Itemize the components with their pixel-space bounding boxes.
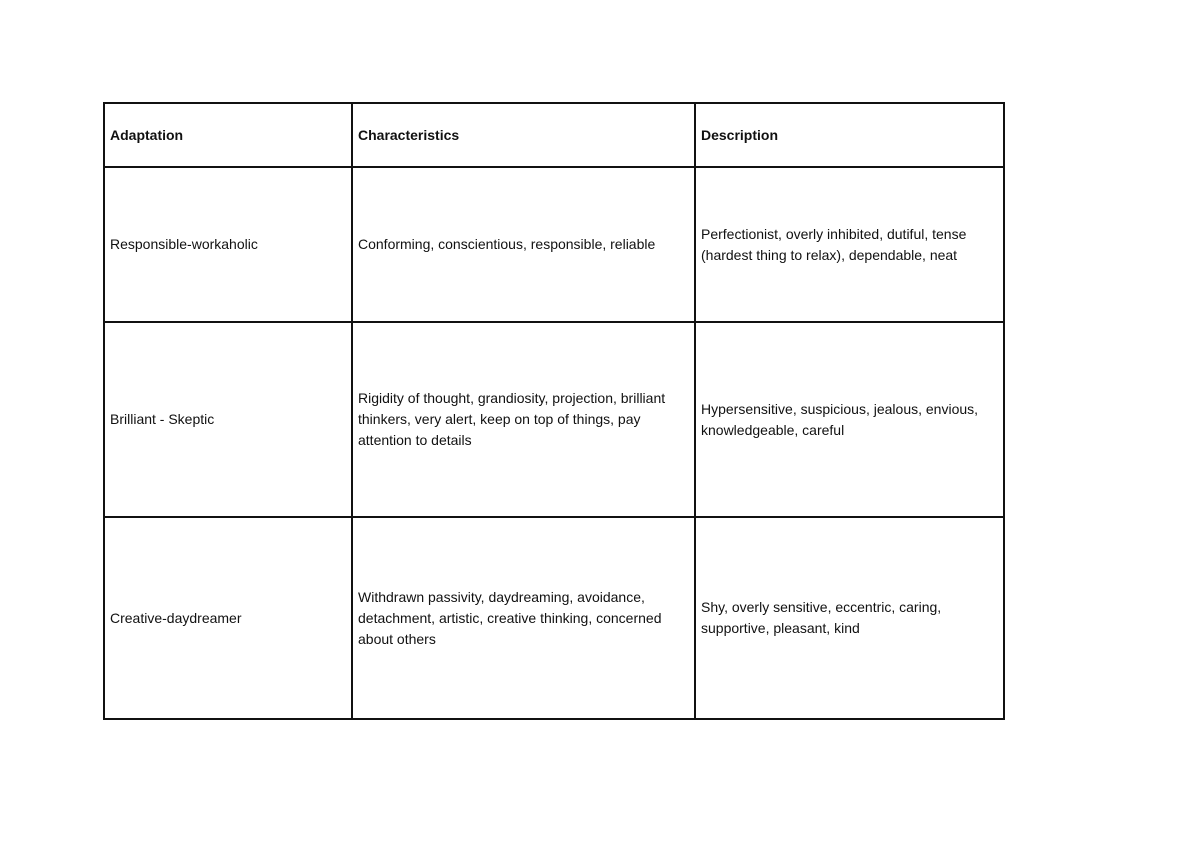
table-header — [104, 103, 1004, 167]
header-adaptation: Adaptation — [104, 103, 352, 167]
table-row — [104, 322, 1004, 517]
adaptations-table — [103, 102, 1005, 720]
cell-characteristics: Rigidity of thought, grandiosity, projection, brilliant thinkers, very alert, keep on top of things, pay attention to details — [352, 322, 695, 517]
cell-adaptation: Responsible-workaholic — [104, 167, 352, 322]
cell-description: Perfectionist, overly inhibited, dutiful, tense (hardest thing to relax), dependable, neat — [695, 167, 1004, 322]
cell-characteristics: Withdrawn passivity, daydreaming, avoidance, detachment, artistic, creative thinking, concerned about others — [352, 517, 695, 719]
table-row — [104, 517, 1004, 719]
cell-description: Hypersensitive, suspicious, jealous, envious, knowledgeable, careful — [695, 322, 1004, 517]
table-body — [104, 167, 1004, 719]
table-row — [104, 167, 1004, 322]
cell-adaptation: Brilliant - Skeptic — [104, 322, 352, 517]
cell-description: Shy, overly sensitive, eccentric, caring, supportive, pleasant, kind — [695, 517, 1004, 719]
header-characteristics: Characteristics — [352, 103, 695, 167]
cell-adaptation: Creative-daydreamer — [104, 517, 352, 719]
header-description: Description — [695, 103, 1004, 167]
cell-characteristics: Conforming, conscientious, responsible, reliable — [352, 167, 695, 322]
header-row — [104, 103, 1004, 167]
